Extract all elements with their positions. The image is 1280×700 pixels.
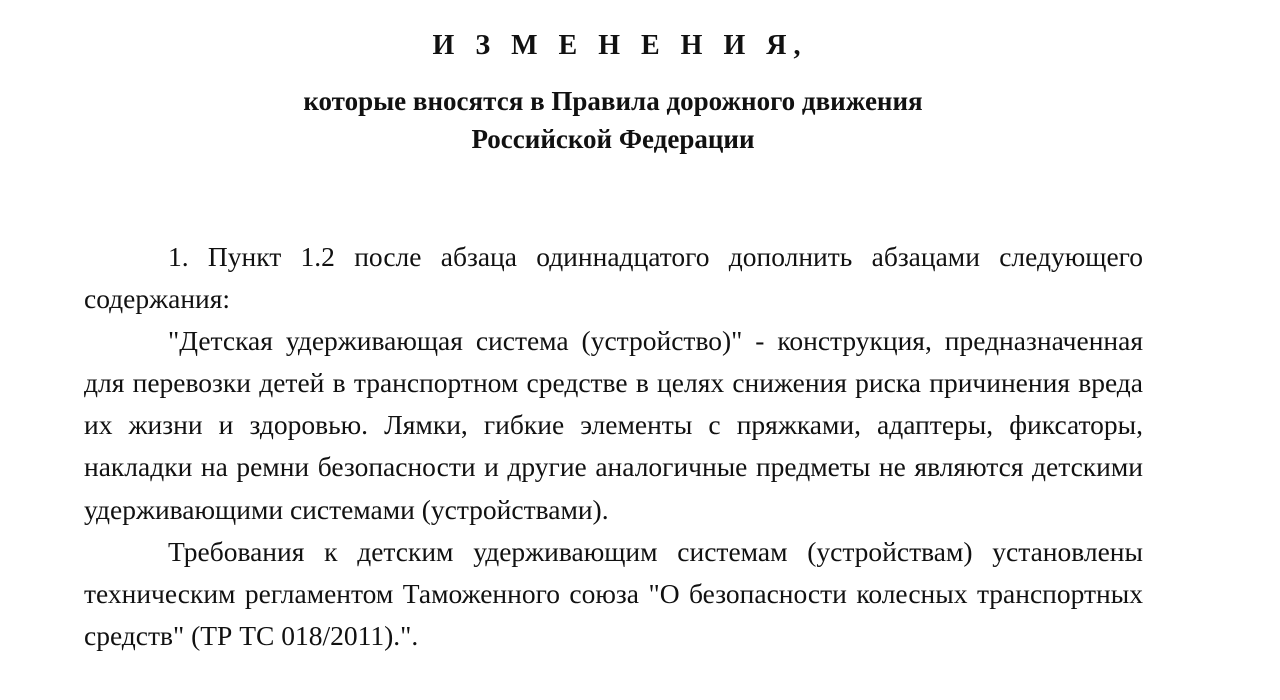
- document-subtitle-line-2: Российской Федерации: [471, 124, 755, 154]
- document-body: [84, 236, 1143, 657]
- document-title: И З М Е Н Е Н И Я,: [432, 30, 808, 61]
- document-subtitle: [0, 82, 1226, 158]
- document-subtitle-line-1: которые вносятся в Правила дорожного движения: [303, 86, 923, 116]
- paragraph-requirements: Требования к детским удерживающим системам (устройствам) установлены техническим регламентом Таможенного союза "О безопасности колесных транспортных средств" (ТР ТС 018/2011).".: [84, 535, 1143, 651]
- paragraph-definition: "Детская удерживающая система (устройство)" - конструкция, предназначенная для перевозки детей в транспортном средстве в целях снижения риска причинения вреда их жизни и здоровью. Лямки, гибкие элементы с пряжками, адаптеры, фиксаторы, накладки на ремни безопасности и другие аналогичные предметы не являются детскими удерживающими системами (устройствами).: [84, 325, 1143, 525]
- paragraph-item-1: 1. Пункт 1.2 после абзаца одиннадцатого дополнить абзацами следующего содержания:: [84, 241, 1143, 315]
